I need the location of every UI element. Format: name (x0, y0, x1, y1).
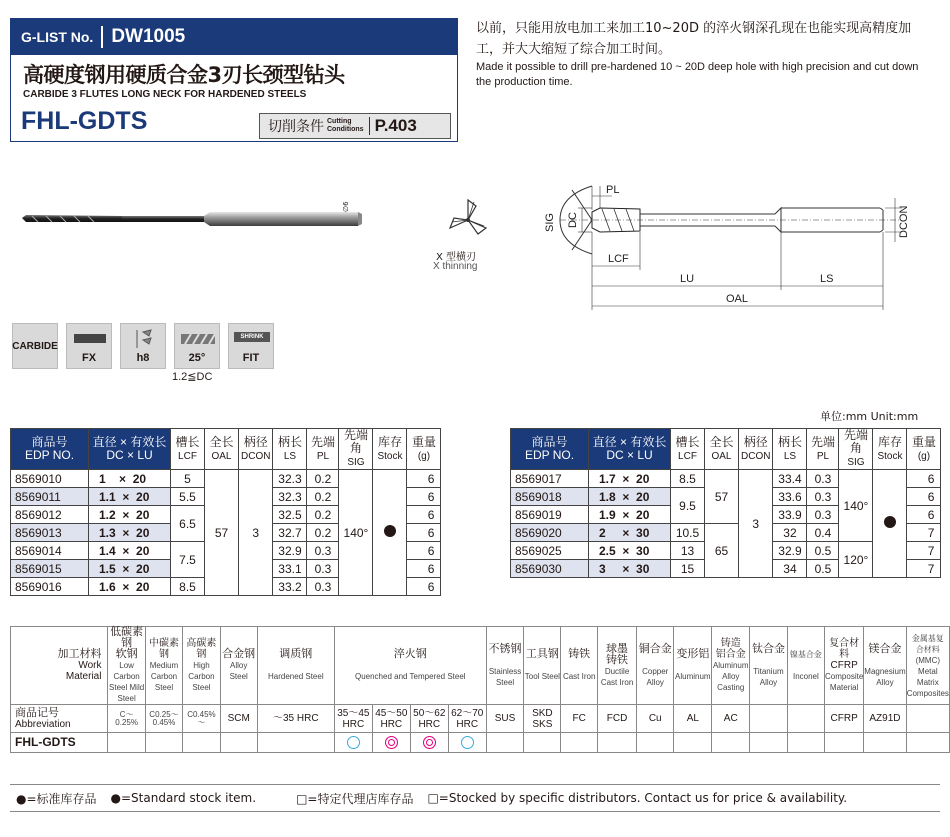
label-lu: LU (680, 273, 695, 285)
header-row (11, 429, 441, 470)
series-name: FHL-GDTS (21, 107, 148, 135)
fx-icon: FX (66, 323, 112, 369)
cond-page: P.403 (374, 116, 417, 135)
table-row: 8569011 1.1 × 20 5.5 32.3 0.2 6 (11, 488, 441, 506)
table-row: 8569013 1.3 × 20 32.7 0.2 6 (11, 524, 441, 542)
title-en: CARBIDE 3 FLUTES LONG NECK FOR HARDENED STEELS (23, 89, 307, 100)
carbide-icon: CARBIDE (12, 323, 58, 369)
col-edp: 商品号 EDP NO. (511, 429, 589, 470)
oal-merged-1: 57 (705, 470, 739, 524)
cond-cn: 切削条件 (268, 119, 324, 135)
label-dc: DC (567, 212, 579, 228)
glist-divider (101, 26, 103, 48)
col-sig: 先端角 SIG (339, 429, 373, 470)
material-name-row: 加工材料 Work Material 低碳素钢 软钢 Low Carbon Steel Mild Steel 中碳素钢 Medium Carbon Steel 高碳素钢 High Carbon Steel 合金钢 Alloy Steel 调质钢 Hardened Steel 淬火钢 Quenched and Tempered Steel 不锈钢 Stainless Steel 工具钢 Tool Steel 铸铁 Cast Iron 球墨 铸铁 Ductile Cast Iron 铜合金 Copper Alloy 变形铝 Aluminum 铸造 铝合金 Aluminum Alloy Casting 钛合金 Titanium Alloy 镍基合金 Inconel 复合材料 CFRP Composite Material 镁合金 Magnesium Alloy 金属基复 合材料 (MMC) Metal Matrix Composites (11, 627, 950, 705)
stock-dot (384, 525, 396, 537)
suitable-mark (347, 736, 360, 749)
x-thinning-icon (444, 196, 492, 244)
col-ls: 柄长 LS (773, 429, 807, 470)
shrink-fit-icon: SHRINK FIT (228, 323, 274, 369)
title-cn: 高硬度钢用硬质合金3刃长颈型钻头 (23, 63, 345, 87)
table-row: 8569017 1.7 × 20 8.5 57 3 33.4 0.3 140° 6 (511, 470, 941, 488)
table-row: 8569020 2 × 30 10.5 65 32 0.4 7 (511, 524, 941, 542)
abbr-label: 商品记号 Abbreviation (11, 705, 108, 733)
glist-bar (11, 19, 457, 55)
sig-merged-2: 120° (839, 542, 873, 578)
table-row: 8569018 1.8 × 20 9.5 33.6 0.3 6 (511, 488, 941, 506)
stock-merged (373, 470, 407, 596)
label-oal: OAL (726, 293, 749, 305)
dimension-drawing (540, 180, 920, 315)
col-oal: 全长 OAL (705, 429, 739, 470)
sig-merged-1: 140° (839, 470, 873, 542)
spec-table-right (510, 428, 941, 578)
legend-dist-cn: □=特定代理店库存品 (296, 791, 414, 806)
col-weight: 重量 (g) (407, 429, 441, 470)
col-weight: 重量 (g) (907, 429, 941, 470)
col-dcon: 柄径 DCON (739, 429, 773, 470)
cond-divider (369, 117, 370, 135)
best-mark (385, 736, 398, 749)
suitable-mark (461, 736, 474, 749)
sig-merged: 140° (339, 470, 373, 596)
col-ls: 柄长 LS (273, 429, 307, 470)
cond-en: Cutting Conditions (327, 118, 364, 133)
legend-std-cn: ●=标准库存品 (16, 791, 97, 806)
col-sig: 先端角 SIG (839, 429, 873, 470)
col-oal: 全长 OAL (205, 429, 239, 470)
label-dcon: DCON (898, 205, 910, 238)
legend-dist-en: □=Stocked by specific distributors. Contact us for price & availability. (427, 791, 848, 805)
table-row: 8569016 1.6 × 20 8.5 33.2 0.3 6 (11, 578, 441, 596)
material-corner: 加工材料 Work Material (11, 627, 108, 705)
thinning-label-cn: X 型横刃 (436, 252, 477, 263)
thinning-label-en: X thinning (433, 261, 478, 272)
description-en: Made it possible to drill pre-hardened 10 ~ 20D deep hole with high precision and cut down the production time. (476, 61, 919, 88)
suitability-row (11, 733, 950, 753)
description-cn: 以前，只能用放电加工来加工10~20D 的淬火钢深孔现在也能实现高精度加工，并大大缩短了综合加工时间。 (476, 21, 912, 57)
glist-number: DW1005 (111, 26, 186, 47)
unit-label: 单位:mm Unit:mm (820, 410, 919, 423)
work-material-table (10, 626, 950, 753)
table-row: 8569019 1.9 × 20 33.9 0.3 6 (511, 506, 941, 524)
oal-merged: 57 (205, 470, 239, 596)
table-row: 8569010 1 × 20 5 57 3 32.3 0.2 140° 6 (11, 470, 441, 488)
dcon-merged: 3 (739, 470, 773, 578)
stock-legend (10, 784, 940, 812)
oal-merged-2: 65 (705, 524, 739, 578)
col-pl: 先端 PL (807, 429, 839, 470)
header-row (511, 429, 941, 470)
col-lcf: 槽长 LCF (171, 429, 205, 470)
col-dc-lu: 直径 × 有效长 DC × LU (89, 429, 171, 470)
icon-note: 1.2≦DC (172, 371, 213, 383)
table-row: 8569015 1.5 × 20 33.1 0.3 6 (11, 560, 441, 578)
label-sig: SIG (544, 213, 556, 232)
drill-photo (22, 206, 362, 232)
table-row: 8569030 3 × 30 15 34 0.5 7 (511, 560, 941, 578)
stock-merged (873, 470, 907, 578)
label-pl: PL (606, 184, 620, 196)
col-dc-lu: 直径 × 有效长 DC × LU (589, 429, 671, 470)
helix-angle-icon: 25° (174, 323, 220, 369)
legend-std-en: ●=Standard stock item. (110, 791, 257, 805)
col-lcf: 槽长 LCF (671, 429, 705, 470)
spec-table-left (10, 428, 441, 596)
h8-tolerance-icon: h8 (120, 323, 166, 369)
feature-icons (12, 323, 274, 369)
col-dcon: 柄径 DCON (239, 429, 273, 470)
label-lcf: LCF (608, 253, 629, 265)
product-header (10, 18, 458, 142)
glist-label: G-LIST No. (21, 29, 94, 45)
stock-dot (884, 516, 896, 528)
cutting-conditions-link[interactable] (259, 113, 451, 139)
dcon-merged: 3 (239, 470, 273, 596)
shank-mark: ∅6 (342, 201, 350, 212)
col-edp: 商品号 EDP NO. (11, 429, 89, 470)
table-row: 8569025 2.5 × 30 13 32.9 0.5 120° 7 (511, 542, 941, 560)
series-cell: FHL-GDTS (11, 733, 108, 753)
col-stock: 库存 Stock (373, 429, 407, 470)
table-row: 8569012 1.2 × 20 6.5 32.5 0.2 6 (11, 506, 441, 524)
col-stock: 库存 Stock (873, 429, 907, 470)
best-mark (423, 736, 436, 749)
abbreviation-row: 商品记号 Abbreviation C～0.25% C0.25～0.45% C0.45% ～ SCM ～35 HRC 35～45 HRC 45～50 HRC 50～62 HRC 62～70 HRC SUS SKD SKS FC FCD Cu AL AC CFRP AZ91D (11, 705, 950, 733)
label-ls: LS (820, 273, 834, 285)
table-row: 8569014 1.4 × 20 7.5 32.9 0.3 6 (11, 542, 441, 560)
col-pl: 先端 PL (307, 429, 339, 470)
